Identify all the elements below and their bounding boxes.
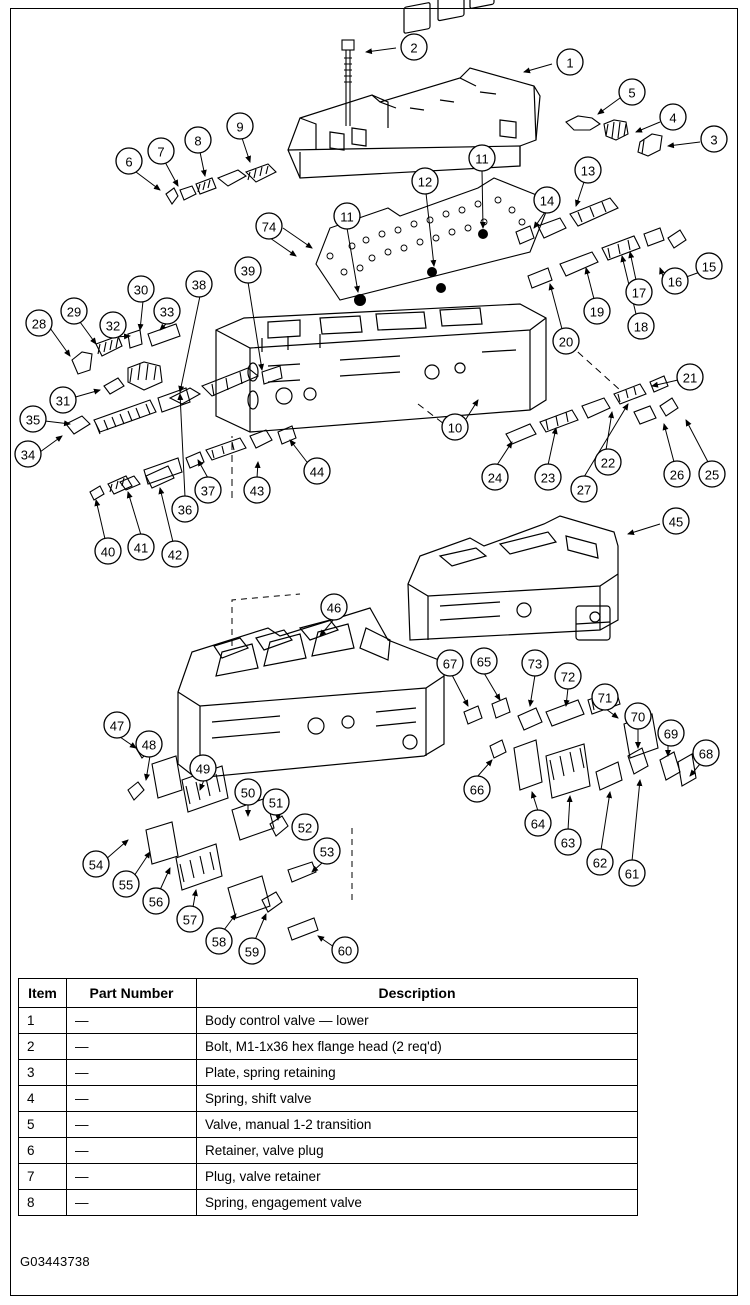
callout-37 bbox=[195, 477, 221, 503]
callout-number: 41 bbox=[133, 540, 149, 556]
cell-description: Spring, shift valve bbox=[197, 1086, 638, 1112]
table-row bbox=[19, 1008, 638, 1034]
cell-description: Retainer, valve plug bbox=[197, 1138, 638, 1164]
callout-16 bbox=[662, 268, 688, 294]
callout-number: 37 bbox=[200, 483, 216, 499]
callout-number: 68 bbox=[698, 746, 714, 762]
callout-24 bbox=[482, 464, 508, 490]
callout-number: 53 bbox=[319, 844, 335, 860]
callout-32 bbox=[100, 312, 126, 338]
callout-number: 3 bbox=[710, 132, 718, 148]
table-row bbox=[19, 1164, 638, 1190]
callout-25 bbox=[699, 461, 725, 487]
callout-62 bbox=[587, 849, 613, 875]
callout-53 bbox=[314, 838, 340, 864]
callout-number: 64 bbox=[530, 816, 546, 832]
callout-33 bbox=[154, 298, 180, 324]
callout-35 bbox=[20, 406, 46, 432]
callout-11 bbox=[469, 145, 495, 171]
callout-22 bbox=[595, 449, 621, 475]
callout-number: 30 bbox=[133, 282, 149, 298]
callout-number: 10 bbox=[447, 420, 463, 436]
table-row bbox=[19, 1190, 638, 1216]
callout-57 bbox=[177, 906, 203, 932]
callout-number: 63 bbox=[560, 835, 576, 851]
callout-26 bbox=[664, 461, 690, 487]
callout-number: 73 bbox=[527, 656, 543, 672]
callout-number: 69 bbox=[663, 726, 679, 742]
callout-number: 14 bbox=[539, 193, 555, 209]
callout-number: 15 bbox=[701, 259, 717, 275]
callout-number: 51 bbox=[268, 795, 284, 811]
callout-48 bbox=[136, 731, 162, 757]
callout-51 bbox=[263, 789, 289, 815]
lower-valve-body bbox=[178, 608, 444, 778]
callout-21 bbox=[677, 364, 703, 390]
callout-60 bbox=[332, 937, 358, 963]
callout-number: 11 bbox=[475, 151, 489, 167]
callout-number: 50 bbox=[240, 785, 256, 801]
callout-number: 56 bbox=[148, 894, 164, 910]
callout-46 bbox=[321, 594, 347, 620]
callout-number: 18 bbox=[633, 319, 649, 335]
cell-description: Plate, spring retaining bbox=[197, 1060, 638, 1086]
callout-number: 29 bbox=[66, 304, 82, 320]
callout-36 bbox=[172, 496, 198, 522]
cell-description: Body control valve — lower bbox=[197, 1008, 638, 1034]
callout-67 bbox=[437, 650, 463, 676]
figure-code: G03443738 bbox=[20, 1254, 90, 1269]
callout-47 bbox=[104, 712, 130, 738]
callout-number: 21 bbox=[682, 370, 698, 386]
upper-valve-body bbox=[288, 0, 540, 178]
callout-number: 32 bbox=[105, 318, 121, 334]
callout-14 bbox=[534, 187, 560, 213]
callout-58 bbox=[206, 928, 232, 954]
cell-description: Plug, valve retainer bbox=[197, 1164, 638, 1190]
callout-number: 36 bbox=[177, 502, 193, 518]
callout-number: 5 bbox=[628, 85, 636, 101]
callout-number: 7 bbox=[157, 144, 165, 160]
callout-59 bbox=[239, 938, 265, 964]
callout-20 bbox=[553, 328, 579, 354]
callout-29 bbox=[61, 298, 87, 324]
callout-number: 6 bbox=[125, 154, 133, 170]
callout-50 bbox=[235, 779, 261, 805]
callout-18 bbox=[628, 313, 654, 339]
side-cover-45 bbox=[408, 516, 618, 640]
table-row bbox=[19, 1138, 638, 1164]
callout-number: 44 bbox=[309, 464, 325, 480]
callout-74 bbox=[256, 213, 282, 239]
table-row bbox=[19, 1112, 638, 1138]
callout-number: 42 bbox=[167, 547, 183, 563]
callout-73 bbox=[522, 650, 548, 676]
callout-41 bbox=[128, 534, 154, 560]
callout-15 bbox=[696, 253, 722, 279]
callout-43 bbox=[244, 477, 270, 503]
cell-item: 6 bbox=[19, 1138, 67, 1164]
cell-part-number: — bbox=[67, 1008, 197, 1034]
callout-number: 58 bbox=[211, 934, 227, 950]
callout-number: 38 bbox=[191, 277, 207, 293]
lower-right-parts bbox=[464, 690, 696, 798]
callout-71 bbox=[592, 684, 618, 710]
callout-number: 20 bbox=[558, 334, 574, 350]
cell-description: Valve, manual 1-2 transition bbox=[197, 1112, 638, 1138]
callout-number: 17 bbox=[631, 285, 647, 301]
cell-item: 3 bbox=[19, 1060, 67, 1086]
callout-number: 26 bbox=[669, 467, 685, 483]
callout-number: 57 bbox=[182, 912, 198, 928]
callout-52 bbox=[292, 814, 318, 840]
callout-number: 48 bbox=[141, 737, 157, 753]
cell-part-number: — bbox=[67, 1138, 197, 1164]
callout-68 bbox=[693, 740, 719, 766]
callout-19 bbox=[584, 298, 610, 324]
callout-61 bbox=[619, 860, 645, 886]
callout-7 bbox=[148, 138, 174, 164]
callout-number: 47 bbox=[109, 718, 125, 734]
callout-number: 40 bbox=[100, 544, 116, 560]
callout-number: 27 bbox=[576, 482, 592, 498]
callout-42 bbox=[162, 541, 188, 567]
table-row bbox=[19, 1034, 638, 1060]
parts-table-header-row bbox=[19, 979, 638, 1008]
callout-number: 31 bbox=[55, 393, 71, 409]
cell-item: 4 bbox=[19, 1086, 67, 1112]
callout-number: 34 bbox=[20, 447, 36, 463]
table-row bbox=[19, 1086, 638, 1112]
callout-27 bbox=[571, 476, 597, 502]
callout-number: 43 bbox=[249, 483, 265, 499]
callout-number: 11 bbox=[340, 209, 354, 225]
callout-31 bbox=[50, 387, 76, 413]
callout-number: 49 bbox=[195, 761, 211, 777]
callout-10 bbox=[442, 414, 468, 440]
cell-description: Spring, engagement valve bbox=[197, 1190, 638, 1216]
callout-64 bbox=[525, 810, 551, 836]
callout-8 bbox=[185, 127, 211, 153]
callout-11 bbox=[334, 203, 360, 229]
callout-number: 59 bbox=[244, 944, 260, 960]
callout-2 bbox=[401, 34, 427, 60]
callout-number: 65 bbox=[476, 654, 492, 670]
callout-number: 72 bbox=[560, 669, 576, 685]
cell-part-number: — bbox=[67, 1190, 197, 1216]
callout-number: 4 bbox=[669, 110, 677, 126]
right-top-small-parts bbox=[566, 116, 662, 156]
callout-30 bbox=[128, 276, 154, 302]
main-valve-body bbox=[216, 304, 546, 432]
cell-part-number: — bbox=[67, 1112, 197, 1138]
callout-number: 74 bbox=[261, 219, 277, 235]
callout-number: 52 bbox=[297, 820, 313, 836]
callout-5 bbox=[619, 79, 645, 105]
cell-part-number: — bbox=[67, 1086, 197, 1112]
callout-49 bbox=[190, 755, 216, 781]
callout-number: 54 bbox=[88, 857, 104, 873]
callout-number: 13 bbox=[580, 163, 596, 179]
callout-number: 55 bbox=[118, 877, 134, 893]
cell-item: 5 bbox=[19, 1112, 67, 1138]
callout-number: 9 bbox=[236, 119, 244, 135]
cell-part-number: — bbox=[67, 1164, 197, 1190]
callout-number: 46 bbox=[326, 600, 342, 616]
callout-56 bbox=[143, 888, 169, 914]
cell-part-number: — bbox=[67, 1034, 197, 1060]
header-part-number: Part Number bbox=[67, 979, 197, 1008]
callout-number: 24 bbox=[487, 470, 503, 486]
callout-number: 28 bbox=[31, 316, 47, 332]
cell-item: 2 bbox=[19, 1034, 67, 1060]
callout-number: 71 bbox=[597, 690, 613, 706]
callout-65 bbox=[471, 648, 497, 674]
callout-17 bbox=[626, 279, 652, 305]
parts-table bbox=[18, 978, 638, 1216]
cell-item: 7 bbox=[19, 1164, 67, 1190]
callout-number: 1 bbox=[566, 55, 574, 71]
callout-number: 66 bbox=[469, 782, 485, 798]
callout-number: 12 bbox=[417, 174, 433, 190]
header-item: Item bbox=[19, 979, 67, 1008]
callout-number: 25 bbox=[704, 467, 720, 483]
cell-item: 8 bbox=[19, 1190, 67, 1216]
callout-72 bbox=[555, 663, 581, 689]
callout-34 bbox=[15, 441, 41, 467]
callout-40 bbox=[95, 538, 121, 564]
callout-number: 61 bbox=[624, 866, 640, 882]
callout-4 bbox=[660, 104, 686, 130]
callout-number: 2 bbox=[410, 40, 418, 56]
callout-63 bbox=[555, 829, 581, 855]
callout-28 bbox=[26, 310, 52, 336]
callout-13 bbox=[575, 157, 601, 183]
callout-number: 22 bbox=[600, 455, 616, 471]
callout-3 bbox=[701, 126, 727, 152]
callout-23 bbox=[535, 464, 561, 490]
cell-description: Bolt, M1-1x36 hex flange head (2 req'd) bbox=[197, 1034, 638, 1060]
callout-1 bbox=[557, 49, 583, 75]
table-row bbox=[19, 1060, 638, 1086]
callout-6 bbox=[116, 148, 142, 174]
callout-number: 45 bbox=[668, 514, 684, 530]
callout-66 bbox=[464, 776, 490, 802]
callout-number: 19 bbox=[589, 304, 605, 320]
parts-table-body bbox=[19, 1008, 638, 1216]
cell-item: 1 bbox=[19, 1008, 67, 1034]
callout-55 bbox=[113, 871, 139, 897]
callout-38 bbox=[186, 271, 212, 297]
callout-number: 60 bbox=[337, 943, 353, 959]
callout-number: 35 bbox=[25, 412, 41, 428]
callout-54 bbox=[83, 851, 109, 877]
callout-number: 33 bbox=[159, 304, 175, 320]
callout-70 bbox=[625, 703, 651, 729]
callout-number: 62 bbox=[592, 855, 608, 871]
callout-69 bbox=[658, 720, 684, 746]
callout-12 bbox=[412, 168, 438, 194]
callout-45 bbox=[663, 508, 689, 534]
cell-part-number: — bbox=[67, 1060, 197, 1086]
callout-number: 39 bbox=[240, 263, 256, 279]
callout-44 bbox=[304, 458, 330, 484]
callout-9 bbox=[227, 113, 253, 139]
header-description: Description bbox=[197, 979, 638, 1008]
callout-39 bbox=[235, 257, 261, 283]
callout-number: 23 bbox=[540, 470, 556, 486]
left-top-small-parts bbox=[166, 164, 276, 204]
callout-number: 70 bbox=[630, 709, 646, 725]
callout-number: 16 bbox=[667, 274, 683, 290]
callout-number: 67 bbox=[442, 656, 458, 672]
callout-number: 8 bbox=[194, 133, 202, 149]
